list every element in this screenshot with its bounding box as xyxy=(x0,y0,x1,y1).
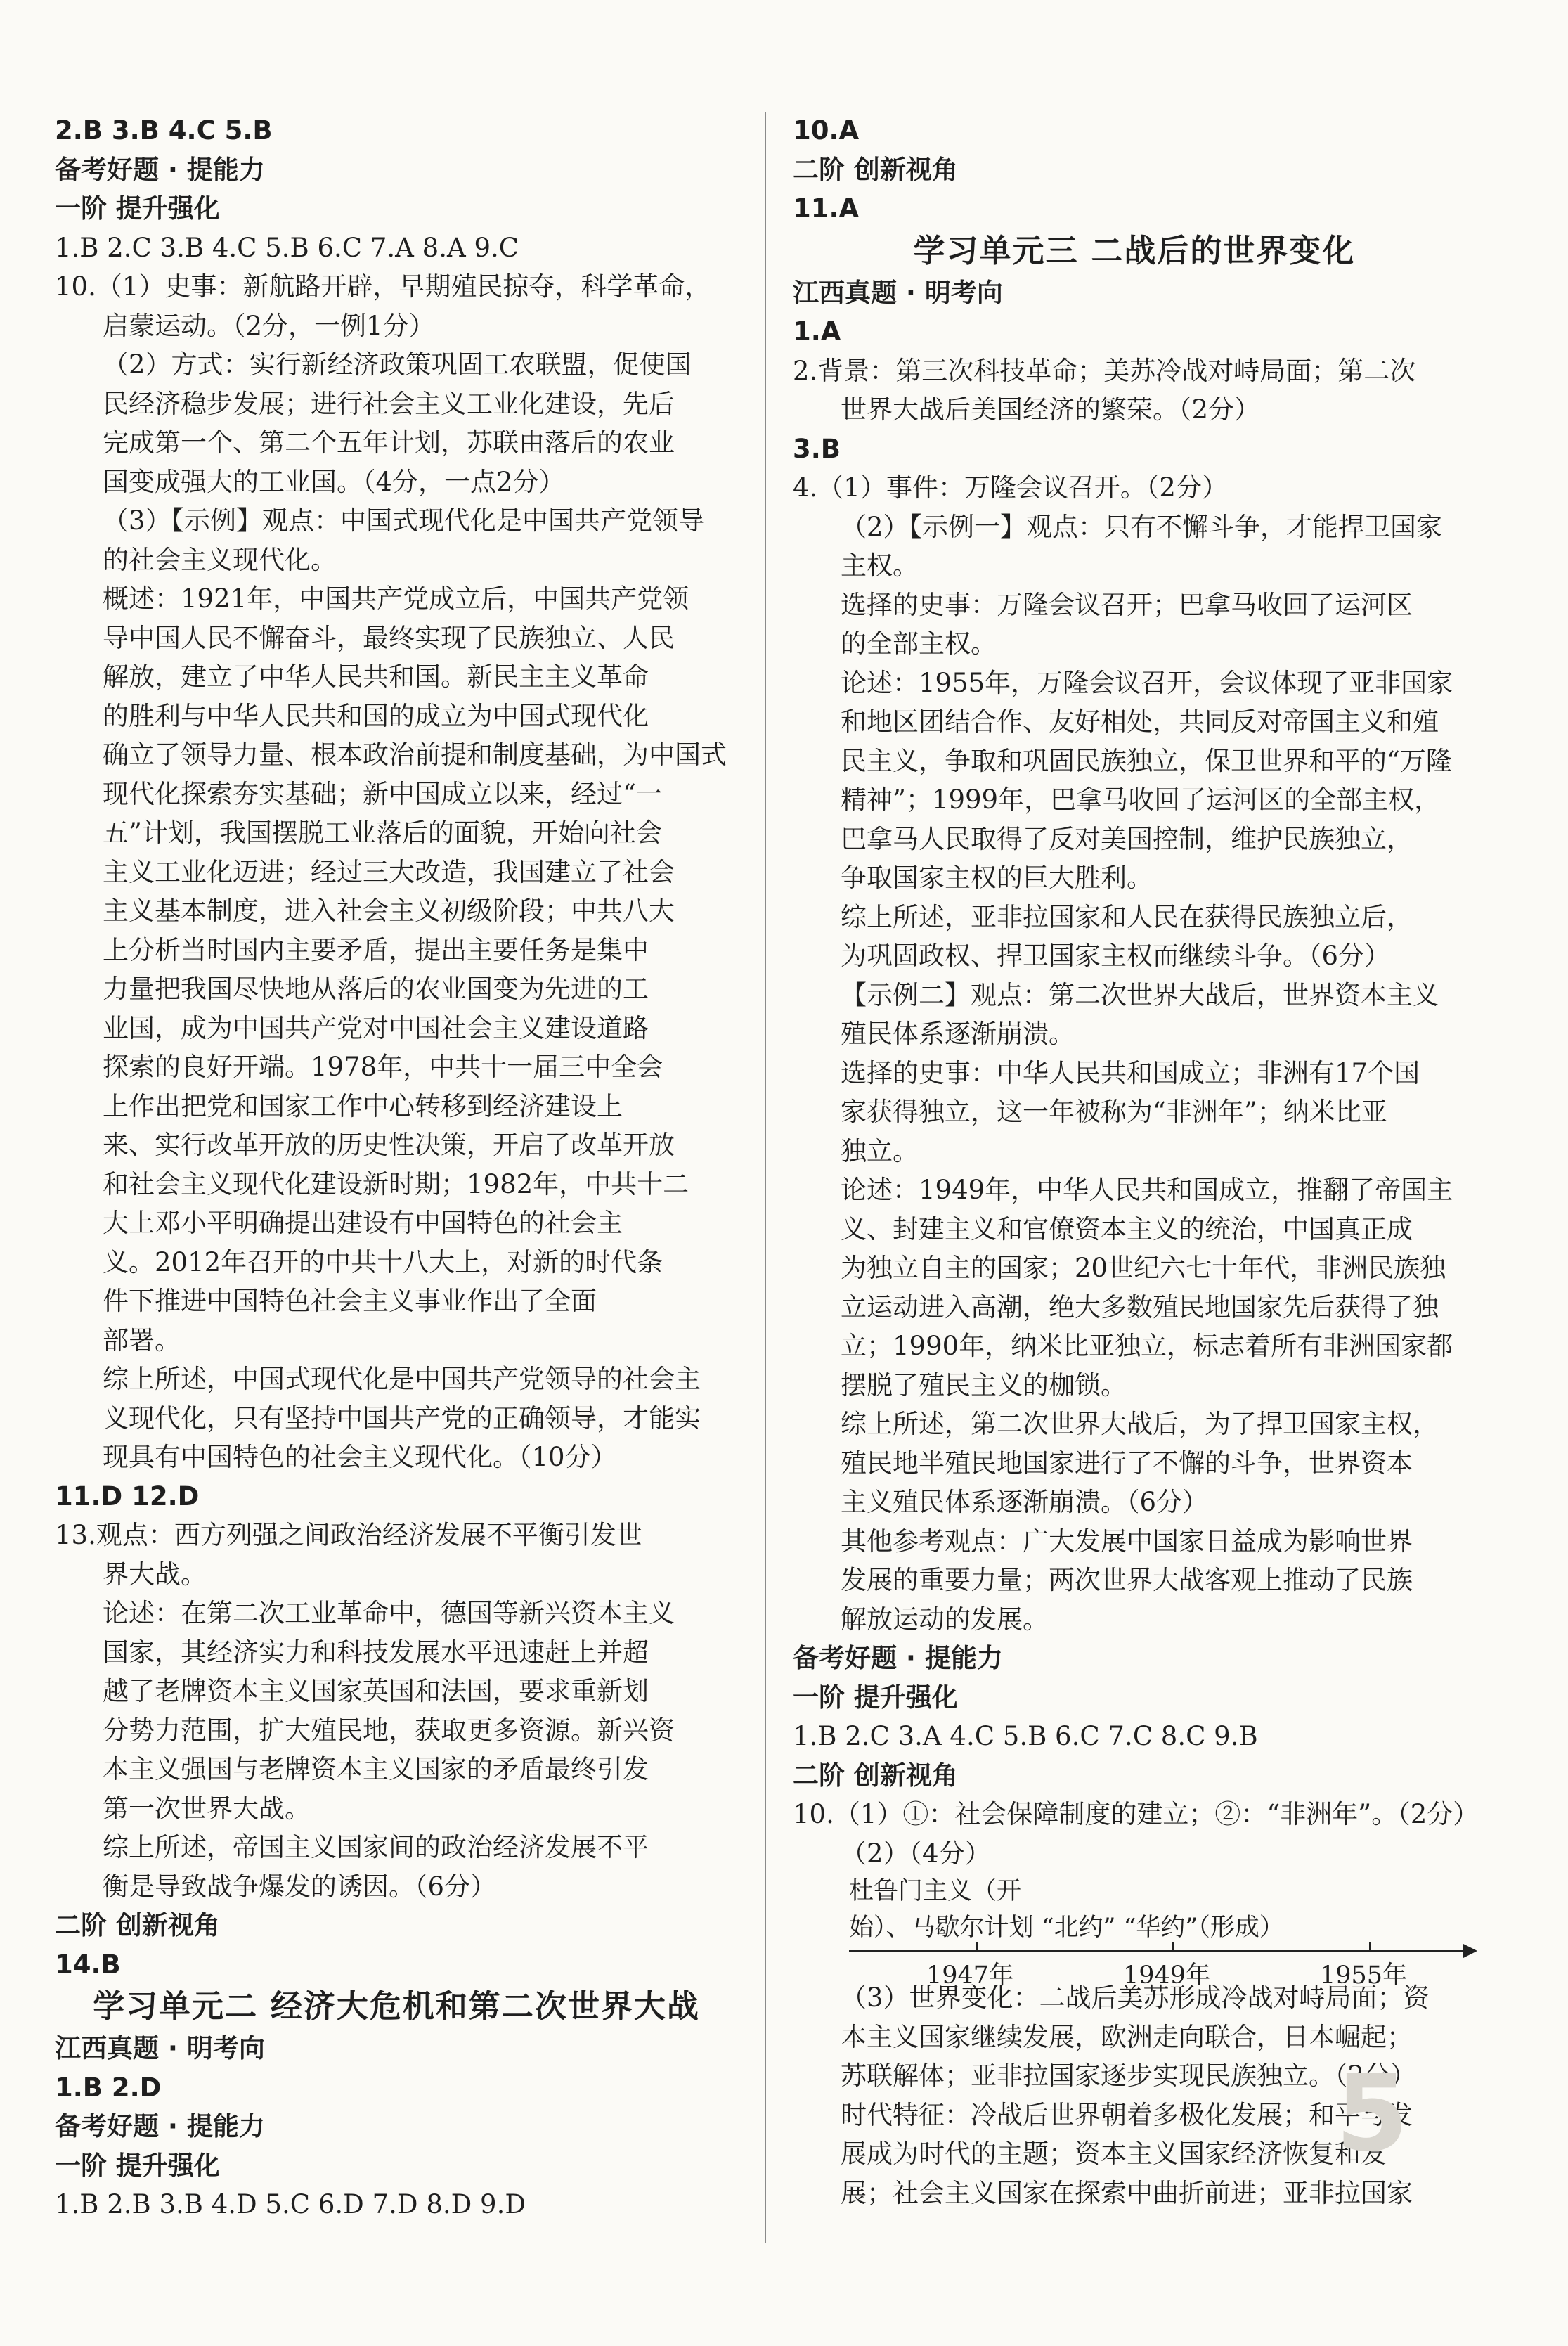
text-line: 主义基本制度，进入社会主义初级阶段；中共八大 xyxy=(103,896,675,926)
text-line: 论述：在第二次工业革命中，德国等新兴资本主义 xyxy=(103,1598,675,1628)
text-line: 1.A xyxy=(793,316,841,347)
text-line: 2.背景：第三次科技革命；美苏冷战对峙局面；第二次 xyxy=(793,355,1416,386)
text-line: 展成为时代的主题；资本主义国家经济恢复和发 xyxy=(841,2139,1387,2169)
text-line: 苏联解体；亚非拉国家逐步实现民族独立。（2分） xyxy=(841,2061,1417,2091)
text-line: 巴拿马人民取得了反对美国控制，维护民族独立， xyxy=(841,823,1413,854)
text-line: 2.B 3.B 4.C 5.B xyxy=(55,115,273,146)
column-divider xyxy=(765,112,766,2243)
timeline-figure xyxy=(793,1873,1476,1990)
text-line: 力量把我国尽快地从落后的农业国变为先进的工 xyxy=(103,974,649,1004)
text-line: 时代特征：冷战后世界朝着多极化发展；和平与发 xyxy=(841,2099,1413,2130)
timeline-year-1947: 1947年 xyxy=(926,1961,1014,1990)
text-line: 展；社会主义国家在探索中曲折前进；亚非拉国家 xyxy=(841,2177,1413,2208)
text-line: 殖民地半殖民地国家进行了不懈的斗争，世界资本 xyxy=(841,1448,1413,1478)
text-line: 现具有中国特色的社会主义现代化。（10分） xyxy=(103,1442,617,1472)
text-line: 备考好题 · 提能力 xyxy=(55,2111,265,2141)
text-line: 第一次世界大战。 xyxy=(103,1793,311,1824)
text-line: 业国，成为中国共产党对中国社会主义建设道路 xyxy=(103,1012,649,1043)
text-line: 主权。 xyxy=(841,550,919,581)
timeline-tick xyxy=(1369,1942,1371,1951)
text-line: 二阶 创新视角 xyxy=(793,1760,958,1791)
text-line: 综上所述，第二次世界大战后，为了捍卫国家主权， xyxy=(841,1409,1439,1439)
text-line: 10.（1）①：社会保障制度的建立；②：“非洲年”。（2分） xyxy=(793,1799,1479,1829)
text-line: 上分析当时国内主要矛盾，提出主要任务是集中 xyxy=(103,934,649,965)
text-line: 来、实行改革开放的历史性决策，开启了改革开放 xyxy=(103,1130,675,1160)
text-line: 大上邓小平明确提出建设有中国特色的社会主 xyxy=(103,1208,623,1238)
text-line: 五”计划，我国摆脱工业落后的面貌，开始向社会 xyxy=(103,818,662,848)
text-line: 为巩固政权、捍卫国家主权而继续斗争。（6分） xyxy=(841,941,1391,971)
right-column xyxy=(793,111,1479,2212)
text-line: （2）方式：实行新经济政策巩固工农联盟，促使国 xyxy=(103,349,692,380)
text-line: 3.B xyxy=(793,433,841,464)
text-line: 立运动进入高潮，绝大多数殖民地国家先后获得了独 xyxy=(841,1291,1439,1322)
text-line: （2）（4分） xyxy=(841,1838,991,1869)
text-line: 完成第一个、第二个五年计划，苏联由落后的农业 xyxy=(103,427,675,458)
text-line: 主义殖民体系逐渐崩溃。（6分） xyxy=(841,1487,1209,1517)
text-line: 立；1990年，纳米比亚独立，标志着所有非洲国家都 xyxy=(841,1331,1453,1361)
text-line: 界大战。 xyxy=(103,1559,207,1590)
text-line: 10.（1）史事：新航路开辟，早期殖民掠夺，科学革命， xyxy=(55,271,711,302)
text-line: 综上所述，帝国主义国家间的政治经济发展不平 xyxy=(103,1832,649,1862)
text-line: 启蒙运动。（2分，一例1分） xyxy=(103,310,435,341)
text-line: 1.B 2.B 3.B 4.D 5.C 6.D 7.D 8.D 9.D xyxy=(55,2189,526,2219)
timeline-year-1949: 1949年 xyxy=(1123,1961,1211,1990)
text-line: 精神”；1999年，巴拿马收回了运河区的全部主权， xyxy=(841,785,1441,815)
left-column xyxy=(55,111,738,2224)
text-line: 件下推进中国特色社会主义事业作出了全面 xyxy=(103,1286,597,1316)
text-line: 4.（1）事件：万隆会议召开。（2分） xyxy=(793,472,1228,503)
text-line: 10.A xyxy=(793,115,860,146)
text-line: 分势力范围，扩大殖民地，获取更多资源。新兴资 xyxy=(103,1715,675,1746)
text-line: 摆脱了殖民主义的枷锁。 xyxy=(841,1369,1127,1400)
text-line: （3）世界变化：二战后美苏形成冷战对峙局面；资 xyxy=(841,1983,1430,2013)
text-line: 论述：1949年，中华人民共和国成立，推翻了帝国主 xyxy=(841,1175,1453,1205)
text-line: 综上所述，亚非拉国家和人民在获得民族独立后， xyxy=(841,901,1413,932)
text-line: 11.D 12.D xyxy=(55,1481,200,1512)
text-line: 解放运动的发展。 xyxy=(841,1604,1049,1635)
text-line: 13.观点：西方列强之间政治经济发展不平衡引发世 xyxy=(55,1520,642,1550)
text-line: 备考好题 · 提能力 xyxy=(55,154,265,185)
text-line: 二阶 创新视角 xyxy=(793,154,958,185)
text-line: 发展的重要力量；两次世界大战客观上推动了民族 xyxy=(841,1565,1413,1595)
text-line: 义现代化，只有坚持中国共产党的正确领导，才能实 xyxy=(103,1403,701,1433)
text-line: 备考好题 · 提能力 xyxy=(793,1643,1003,1673)
text-line: 义、封建主义和官僚资本主义的统治，中国真正成 xyxy=(841,1213,1413,1244)
text-line: 11.A xyxy=(793,193,860,224)
timeline-label-mid: 始）、马歇尔计划 “北约” “华约”（形成） xyxy=(849,1914,1284,1942)
timeline-axis xyxy=(849,1950,1467,1952)
text-line: 综上所述，中国式现代化是中国共产党领导的社会主 xyxy=(103,1364,701,1394)
timeline-arrow-icon xyxy=(1463,1944,1477,1958)
text-line: 二阶 创新视角 xyxy=(55,1910,220,1940)
text-line: 探索的良好开端。1978年，中共十一届三中全会 xyxy=(103,1052,663,1082)
timeline-label-top: 杜鲁门主义（开 xyxy=(849,1877,1022,1905)
text-line: 导中国人民不懈奋斗，最终实现了民族独立、人民 xyxy=(103,622,675,653)
text-line: 的社会主义现代化。 xyxy=(103,544,337,575)
text-line: 现代化探索夯实基础；新中国成立以来，经过“一 xyxy=(103,778,662,809)
text-line: 衡是导致战争爆发的诱因。（6分） xyxy=(103,1871,497,1902)
right-main-text xyxy=(793,111,1479,1873)
text-line: 1.B 2.C 3.A 4.C 5.B 6.C 7.C 8.C 9.B xyxy=(793,1721,1258,1751)
text-line: 学习单元三 二战后的世界变化 xyxy=(913,231,1356,269)
text-line: 世界大战后美国经济的繁荣。（2分） xyxy=(841,394,1261,425)
text-line: 的胜利与中华人民共和国的成立为中国式现代化 xyxy=(103,700,649,731)
text-line: 一阶 提升强化 xyxy=(55,2150,220,2181)
text-line: 选择的史事：万隆会议召开；巴拿马收回了运河区 xyxy=(841,589,1413,620)
text-line: 部署。 xyxy=(103,1325,181,1355)
timeline-tick xyxy=(1172,1942,1174,1951)
text-line: 本主义国家继续发展，欧洲走向联合，日本崛起； xyxy=(841,2021,1413,2052)
text-line: 越了老牌资本主义国家英国和法国，要求重新划 xyxy=(103,1676,649,1706)
text-line: 主义工业化迈进；经过三大改造，我国建立了社会 xyxy=(103,856,675,887)
text-line: 独立。 xyxy=(841,1135,919,1166)
timeline-year-1955: 1955年 xyxy=(1320,1961,1408,1990)
text-line: 国变成强大的工业国。（4分，一点2分） xyxy=(103,466,565,497)
text-line: 家获得独立，这一年被称为“非洲年”；纳米比亚 xyxy=(841,1097,1387,1127)
text-line: 解放，建立了中华人民共和国。新民主主义革命 xyxy=(103,662,649,692)
text-line: 论述：1955年，万隆会议召开，会议体现了亚非国家 xyxy=(841,667,1453,698)
page-number: 5 xyxy=(1335,2053,1409,2175)
text-line: 民主义，争取和巩固民族独立，保卫世界和平的“万隆 xyxy=(841,745,1452,776)
text-line: 国家，其经济实力和科技发展水平迅速赶上并超 xyxy=(103,1637,649,1668)
text-line: 上作出把党和国家工作中心转移到经济建设上 xyxy=(103,1090,623,1121)
text-line: 和地区团结合作、友好相处，共同反对帝国主义和殖 xyxy=(841,707,1439,737)
text-line: 其他参考观点：广大发展中国家日益成为影响世界 xyxy=(841,1526,1413,1557)
text-line: （2）【示例一】观点：只有不懈斗争，才能捍卫国家 xyxy=(841,511,1443,542)
text-line: 确立了领导力量、根本政治前提和制度基础，为中国式 xyxy=(103,740,727,770)
text-line: 14.B xyxy=(55,1949,121,1980)
text-line: （3）【示例】观点：中国式现代化是中国共产党领导 xyxy=(103,505,705,536)
text-line: 江西真题 · 明考向 xyxy=(793,277,1003,308)
binding-edge xyxy=(0,105,17,2215)
text-line: 【示例二】观点：第二次世界大战后，世界资本主义 xyxy=(841,979,1439,1010)
text-line: 义。2012年召开的中共十八大上，对新的时代条 xyxy=(103,1246,663,1277)
text-line: 江西真题 · 明考向 xyxy=(55,2033,265,2063)
text-line: 为独立自主的国家；20世纪六七十年代，非洲民族独 xyxy=(841,1253,1446,1283)
text-line: 殖民体系逐渐崩溃。 xyxy=(841,1019,1075,1049)
text-line: 和社会主义现代化建设新时期；1982年，中共十二 xyxy=(103,1168,689,1199)
text-line: 民经济稳步发展；进行社会主义工业化建设，先后 xyxy=(103,388,675,419)
text-line: 概述：1921年，中国共产党成立后，中国共产党领 xyxy=(103,584,689,614)
text-line: 一阶 提升强化 xyxy=(793,1682,958,1713)
text-line: 一阶 提升强化 xyxy=(55,193,220,224)
text-line: 选择的史事：中华人民共和国成立；非洲有17个国 xyxy=(841,1057,1420,1088)
text-line: 学习单元二 经济大危机和第二次世界大战 xyxy=(93,1987,700,2025)
text-line: 1.B 2.C 3.B 4.C 5.B 6.C 7.A 8.A 9.C xyxy=(55,232,519,263)
text-line: 1.B 2.D xyxy=(55,2072,162,2103)
text-line: 本主义强国与老牌资本主义国家的矛盾最终引发 xyxy=(103,1754,649,1784)
timeline-tick xyxy=(976,1942,978,1951)
text-line: 的全部主权。 xyxy=(841,629,997,659)
text-line: 争取国家主权的巨大胜利。 xyxy=(841,863,1153,893)
